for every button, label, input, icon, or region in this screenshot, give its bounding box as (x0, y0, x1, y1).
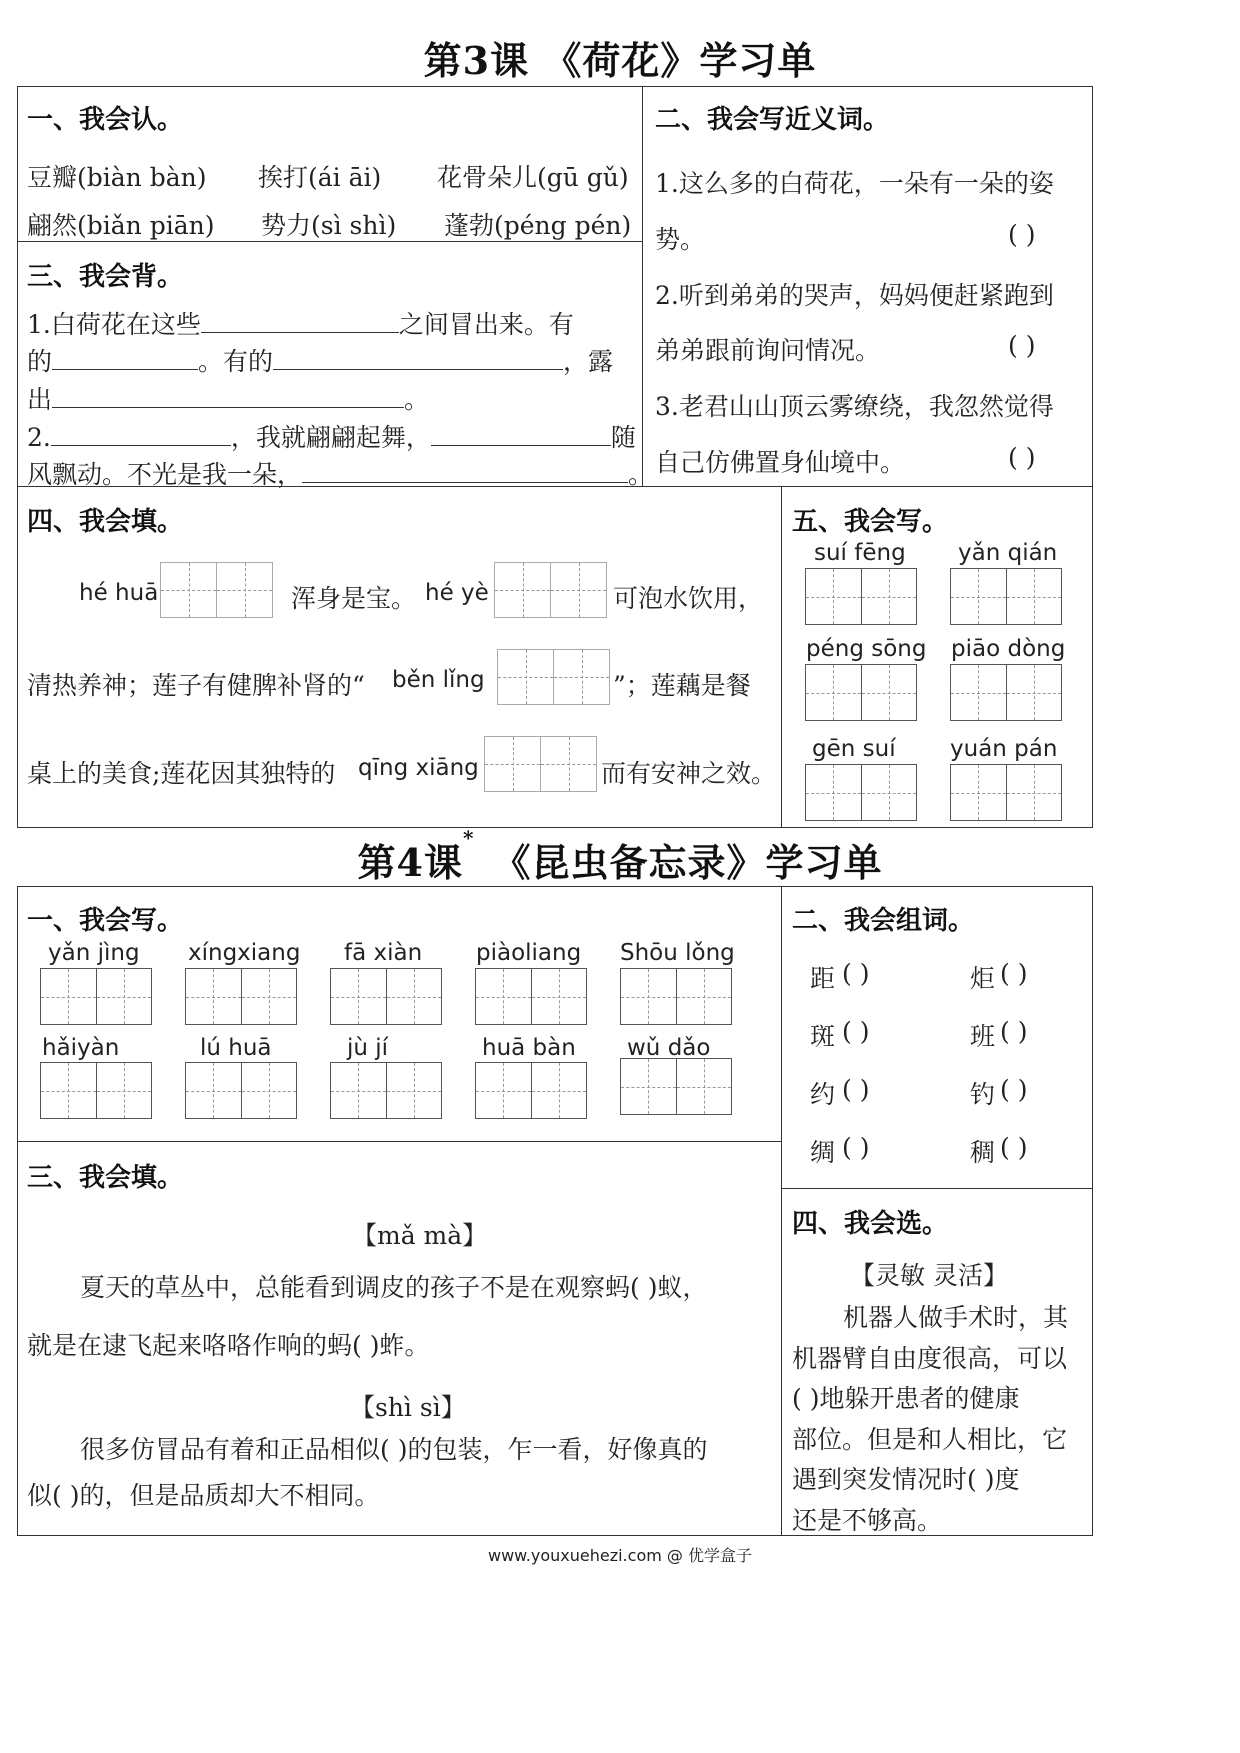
choice-paragraph-line: ( )地躲开患者的健康 (792, 1384, 1020, 1413)
answer-parentheses[interactable]: ( ) (1008, 220, 1036, 249)
synonym-question: 自己仿佛置身仙境中。 (655, 448, 906, 477)
recite-line-2: 的 。有的 ，露 (27, 342, 613, 378)
recite-line-5: 风飘动。不光是我一朵， 。 (27, 455, 653, 491)
choice-paragraph-line: 机器臂自由度很高，可以 (792, 1344, 1068, 1373)
pinyin-choice-item: 花骨朵儿(gū gǔ) (437, 163, 629, 192)
writing-grid[interactable] (40, 968, 152, 1025)
synonym-question: 3.老君山山顶云雾缭绕，我忽然觉得 (655, 392, 1054, 421)
writing-grid[interactable] (620, 968, 732, 1025)
section-heading: 三、我会填。 (27, 1163, 184, 1193)
fill-text: 清热养神；莲子有健脾补肾的“ (27, 671, 365, 700)
fill-blank[interactable] (52, 381, 404, 408)
answer-parentheses[interactable]: ( ) (842, 1075, 870, 1104)
fill-blank[interactable] (302, 456, 628, 483)
writing-grid[interactable] (484, 736, 597, 792)
pinyin-prompt: fā xiàn (344, 940, 423, 966)
option-pair: 【灵敏 灵活】 (850, 1261, 1008, 1290)
lesson4-title: 第4课*《昆虫备忘录》学习单 (357, 826, 883, 885)
divider (781, 1188, 1093, 1189)
fill-sentence: 夏天的草丛中，总能看到调皮的孩子不是在观察蚂( )蚁， (80, 1273, 708, 1302)
pinyin-prompt: qīng xiāng (358, 755, 479, 781)
writing-grid[interactable] (475, 968, 587, 1025)
pinyin-prompt: huā bàn (482, 1035, 576, 1061)
recite-line-1: 1.白荷花在这些 之间冒出来。有 (27, 305, 574, 341)
choice-paragraph-line: 还是不够高。 (792, 1506, 943, 1535)
answer-parentheses[interactable]: ( ) (1000, 1133, 1028, 1162)
pinyin-prompt: běn lǐng (392, 667, 485, 693)
section-heading: 四、我会选。 (792, 1209, 949, 1239)
synonym-question: 1.这么多的白荷花，一朵有一朵的姿 (655, 169, 1054, 198)
writing-grid[interactable] (950, 764, 1062, 821)
answer-parentheses[interactable]: ( ) (842, 959, 870, 988)
writing-grid[interactable] (805, 664, 917, 721)
writing-grid[interactable] (620, 1058, 732, 1115)
pinyin-prompt: péng sōng (806, 636, 927, 662)
word-char: 绸 (810, 1138, 836, 1167)
writing-grid[interactable] (185, 1062, 297, 1119)
pinyin-prompt: wǔ dǎo (627, 1035, 711, 1061)
writing-grid[interactable] (805, 764, 917, 821)
writing-grid[interactable] (497, 649, 610, 705)
pinyin-prompt: hé yè (425, 580, 489, 606)
pinyin-prompt: yǎn qián (958, 540, 1058, 566)
fill-blank[interactable] (201, 306, 399, 333)
pinyin-prompt: suí fēng (814, 540, 906, 566)
word-char: 约 (810, 1080, 836, 1109)
divider (781, 886, 782, 1536)
writing-grid[interactable] (40, 1062, 152, 1119)
fill-sentence: 似( )的，但是品质却大不相同。 (27, 1481, 380, 1510)
answer-parentheses[interactable]: ( ) (1008, 331, 1036, 360)
choice-paragraph-line: 机器人做手术时，其 (843, 1303, 1069, 1332)
pinyin-prompt: hé huā (79, 580, 159, 606)
synonym-question: 弟弟跟前询问情况。 (655, 336, 881, 365)
answer-parentheses[interactable]: ( ) (1000, 1075, 1028, 1104)
divider (781, 486, 782, 828)
fill-blank[interactable] (431, 419, 611, 446)
pinyin-prompt: piāo dòng (951, 636, 1066, 662)
pinyin-prompt: gēn suí (812, 736, 896, 762)
recite-line-4: 2. ，我就翩翩起舞， 随 (27, 418, 636, 454)
synonym-question: 势。 (655, 225, 706, 254)
pinyin-prompt: yuán pán (950, 736, 1058, 762)
writing-grid[interactable] (805, 568, 917, 625)
option-pair: 【mǎ mà】 (352, 1221, 488, 1250)
word-char: 炬 (970, 964, 996, 993)
fill-text: ”；莲藕是餐 (613, 671, 751, 700)
writing-grid[interactable] (494, 562, 607, 618)
answer-parentheses[interactable]: ( ) (842, 1133, 870, 1162)
synonym-question: 2.听到弟弟的哭声，妈妈便赶紧跑到 (655, 281, 1054, 310)
writing-grid[interactable] (950, 664, 1062, 721)
word-char: 斑 (810, 1022, 836, 1051)
pinyin-choice-item: 蓬勃(péng pén) (444, 211, 632, 240)
writing-grid[interactable] (950, 568, 1062, 625)
option-pair: 【shì sì】 (350, 1393, 466, 1422)
pinyin-choice-item: 势力(sì shì) (261, 211, 397, 240)
recite-line-3: 出 。 (27, 380, 429, 416)
choice-paragraph-line: 遇到突发情况时( )度 (792, 1465, 1020, 1494)
fill-text: 可泡水饮用， (613, 584, 764, 613)
section-heading: 一、我会写。 (27, 906, 184, 936)
divider (17, 1141, 782, 1142)
lesson3-title: 第3课 《荷花》学习单 (423, 38, 817, 83)
section-heading: 一、我会认。 (27, 105, 184, 135)
word-char: 距 (810, 964, 836, 993)
pinyin-choice-item: 豆瓣(biàn bàn) (27, 163, 207, 192)
pinyin-choice-item: 挨打(ái āi) (258, 163, 382, 192)
section-heading: 二、我会写近义词。 (655, 105, 890, 135)
writing-grid[interactable] (185, 968, 297, 1025)
fill-text: 而有安神之效。 (601, 759, 777, 788)
writing-grid[interactable] (160, 562, 273, 618)
fill-sentence: 就是在逮飞起来咯咯作响的蚂( )蚱。 (27, 1331, 430, 1360)
section-heading: 四、我会填。 (27, 507, 184, 537)
footer-watermark: www.youxuehezi.com @ 优学盒子 (488, 1546, 752, 1565)
fill-blank[interactable] (52, 343, 198, 370)
pinyin-choice-item: 翩然(biǎn piān) (27, 211, 215, 240)
section-heading: 三、我会背。 (27, 262, 184, 292)
pinyin-prompt: piàoliang (476, 940, 582, 966)
fill-text: 浑身是宝。 (291, 584, 417, 613)
word-char: 班 (970, 1022, 996, 1051)
fill-blank[interactable] (273, 343, 563, 370)
choice-paragraph-line: 部位。但是和人相比，它 (792, 1425, 1068, 1454)
section-heading: 二、我会组词。 (792, 906, 975, 936)
writing-grid[interactable] (330, 968, 442, 1025)
pinyin-prompt: xíngxiang (188, 940, 301, 966)
word-char: 稠 (970, 1138, 996, 1167)
answer-parentheses[interactable]: ( ) (842, 1017, 870, 1046)
pinyin-prompt: yǎn jìng (48, 940, 140, 966)
pinyin-prompt: jù jí (347, 1035, 389, 1061)
pinyin-prompt: Shōu lǒng (620, 940, 735, 966)
word-char: 钓 (970, 1080, 996, 1109)
fill-sentence: 很多仿冒品有着和正品相似( )的包装，乍一看，好像真的 (80, 1435, 708, 1464)
pinyin-prompt: hǎiyàn (42, 1035, 120, 1061)
pinyin-prompt: lú huā (200, 1035, 272, 1061)
writing-grid[interactable] (475, 1062, 587, 1119)
fill-blank[interactable] (51, 419, 231, 446)
fill-text: 桌上的美食;莲花因其独特的 (27, 759, 336, 788)
answer-parentheses[interactable]: ( ) (1008, 443, 1036, 472)
answer-parentheses[interactable]: ( ) (1000, 959, 1028, 988)
divider (642, 86, 643, 486)
section-heading: 五、我会写。 (792, 507, 949, 537)
answer-parentheses[interactable]: ( ) (1000, 1017, 1028, 1046)
writing-grid[interactable] (330, 1062, 442, 1119)
